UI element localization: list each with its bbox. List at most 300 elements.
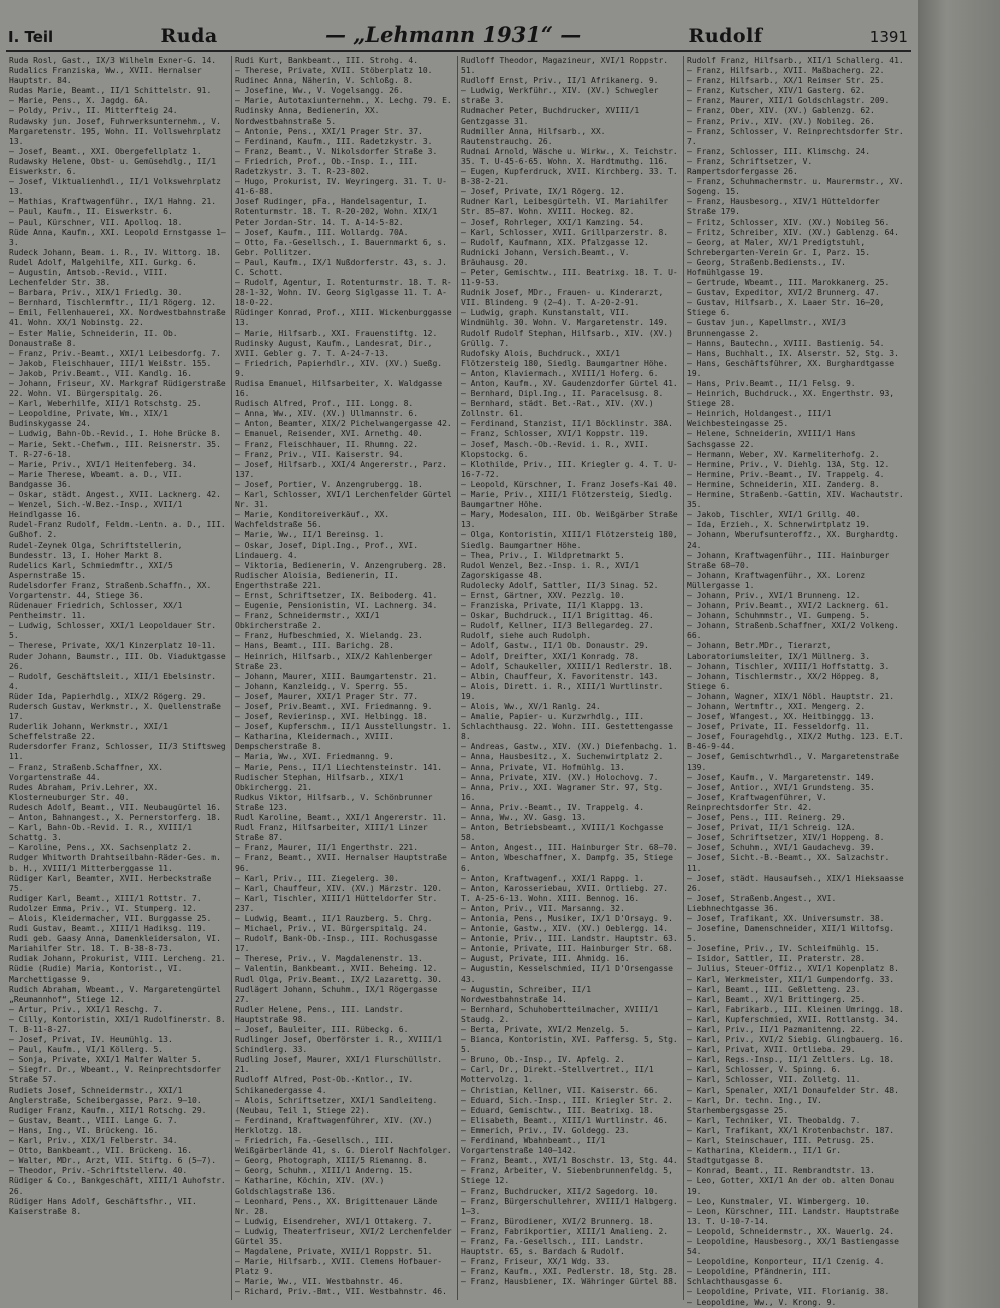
directory-entry: — Josefine, Priv., IV. Schleifmühlg. 15. xyxy=(687,944,880,954)
directory-entry: — Hans, Buchhalt., IX. Alserstr. 52, Stg. 3. xyxy=(687,348,899,358)
directory-entry: Rudel Adolf, Malgehilfe, XII. Gurkg. 6. xyxy=(9,257,197,267)
directory-entry: — Franz, Hufbeschmied, X. Wielandg. 23. xyxy=(235,631,423,641)
directory-entry: — Bruno, Ob.-Insp., IV. Apfelg. 2. xyxy=(461,1055,625,1065)
directory-entry: — Josef, Gemischtwrhdl., V. Margaretenstraße 139. xyxy=(687,752,904,772)
directory-entry: — Franz, Hilfsarb., XX/1 Reimser Str. 25. xyxy=(687,76,885,86)
directory-entry: — Franz, Bürodiener, XVI/2 Brunnerg. 18. xyxy=(461,1216,654,1226)
directory-entry: — Josef, Kaufm., III. Wollardg. 70A. xyxy=(235,227,409,237)
directory-entry: — Berta, Private, XVI/2 Menzelg. 5. xyxy=(461,1025,630,1034)
guide-word-right: Rudolf xyxy=(688,25,763,47)
directory-entry: — Hans, Geschäftsführer, XX. Burghardtgasse 19. xyxy=(687,358,899,378)
column-1 xyxy=(6,56,232,1300)
directory-entry: — Franz, Schlosser, XVI/1 Koppstr. 119. xyxy=(461,429,649,439)
directory-entry: Rudich Abraham, Wbeamt., V. Margaretengürtel „Reumannhof“, Stiege 12. xyxy=(9,984,226,1004)
directory-entry: — Josef, Bauleiter, III. Rübeckg. 6. xyxy=(235,1025,409,1034)
directory-entry: — Karl, Techniker, VI. Theobaldg. 7. xyxy=(687,1115,861,1125)
directory-entry: — Josef, Straßenb.Angest., XVI. Liebhnechtgasse 36. xyxy=(687,893,842,913)
directory-entry: Rudel-Zeynek Olga, Schriftstellerin, Bundesstr. 13, I. Hoher Markt 8. xyxy=(9,540,188,560)
directory-entry: — Marie, Ww., II/1 Bereinsg. 1. xyxy=(235,530,385,540)
directory-entry: Rudeck Johann, Beam. i. R., IV. Wittorg. 18. xyxy=(9,247,221,257)
directory-entry: — Anton, Bahnangest., X. Pernerstorferg. 18. xyxy=(9,813,221,823)
directory-entry: — Josef, Hilfsarb., XXI/4 Angererstr., Parz. 137. xyxy=(235,459,452,479)
directory-entry: Rudmiller Anna, Hilfsarb., XX. Rautenstrauchg. 26. xyxy=(461,126,611,146)
directory-entry: — Marie, Ww., VII. Westbahnstr. 46. xyxy=(235,1277,404,1287)
directory-entry: — Johann, Tischlermstr., XX/2 Höppeg. 8, Stiege 6. xyxy=(687,671,885,691)
directory-entry: — Ferdinand, Wbahnbeamt., II/1 Vorgartenstraße 140—142. xyxy=(461,1136,611,1156)
directory-entry: — Fritz, Schreiber, XIV. (XV.) Gablenzg. 64. xyxy=(687,227,899,237)
directory-entry: Rudel-Franz Rudolf, Feldm.-Lentn. a. D., III. Gußhof. 2. xyxy=(9,520,231,540)
directory-entry: — Carl, Dr., Direkt.-Stellvertret., II/1 Mottervolzg. 1. xyxy=(461,1065,659,1085)
directory-entry: — Hans, Ing., VI. Brückeng. 16. xyxy=(9,1125,159,1135)
directory-entry: — Viktoria, Bedienerin, V. Anzengruberg. 28. xyxy=(235,560,447,570)
directory-entry: — Josef, Portier, V. Anzengrubergg. 18. xyxy=(235,479,423,489)
directory-entry: — Ferdinand, Kaufm., III. Radetzkystr. 3. xyxy=(235,136,433,146)
directory-entry: — Bianca, Kontoristin, XVI. Paffersg. 5, Stg. 5. xyxy=(461,1035,683,1055)
directory-entry: Rudawsky jun. Josef, Fuhrwerksunternehm., V. Margaretenstr. 195, Wohn. II. Vollswehrplatz 13. xyxy=(9,116,226,146)
directory-entry: — Josef, Schriftsetzer, XIV/1 Hoppeng. 8. xyxy=(687,833,885,843)
directory-entry: — Richard, Priv.-Bmt., VII. Westbahnstr. 46. xyxy=(235,1287,447,1297)
directory-entry: — Johann, Kanzleidg., V. Sperrg. 55. xyxy=(235,681,409,691)
directory-entry: — Rudolf, Bank-Ob.-Insp., III. Rochusgasse 17. xyxy=(235,934,443,954)
directory-entry: — Hermine, Schneiderin, XII. Zanderg. 8. xyxy=(687,479,880,489)
directory-entry: Rudloff Alfred, Post-Ob.-Kntlor., IV. Schikanedergasse 4. xyxy=(235,1075,419,1095)
directory-entry: — Johann, Betr.MDr., Tierarzt, Laboratoriumsleiter, IX/1 Müllnerg. 3. xyxy=(687,641,871,661)
directory-entry: — Adolf, Schaukeller, XXIII/1 Redlerstr. 18. xyxy=(461,661,673,671)
directory-entry: — Hans, Priv.Beamt., II/1 Felsg. 9. xyxy=(687,379,856,388)
page-margin-edge xyxy=(918,0,1000,1308)
page-header xyxy=(8,22,908,52)
directory-entry: Rüdiger & Co., Bankgeschäft, XIII/1 Auhofstr. 26. xyxy=(9,1176,231,1196)
directory-entry: Rudolf Franz, Hilfsarb., XII/1 Schallerg. 41. xyxy=(687,56,904,65)
directory-entry: Rudelsdorfer Franz, Straßenb.Schaffn., XX. Vorgartenstr. 44, Stiege 36. xyxy=(9,580,217,600)
directory-entry: Rudlägert Johann, Schuhm., IX/1 Rögergasse 27. xyxy=(235,984,443,1004)
directory-entry: — Heinrich, Holdangest., III/1 Weichbesteingasse 25. xyxy=(687,409,837,429)
directory-entry: — Antonie, Priv., III. Landstr. Hauptstr. 63. xyxy=(461,934,678,944)
directory-entry: Rudes Abraham, Priv.Lehrer, XX. Klosterneuburger Str. 40. xyxy=(9,782,164,802)
directory-entry: — Oskar, Josef, Dipl.Ing., Prof., XVI. Lindauerg. 4. xyxy=(235,540,423,560)
directory-entry: — Franz, Friseur, XX/1 Wdg. 33. xyxy=(461,1257,611,1267)
directory-entry: — Michael, Priv., VI. Bürgerspitalg. 24. xyxy=(235,924,428,934)
directory-entry: — Anna, Hausbesitz., X. Suchenwirtplatz 2. xyxy=(461,752,664,762)
directory-entry: — Eduard, Gemischtw., III. Beatrixg. 18. xyxy=(461,1105,654,1115)
directory-entry: — Franziska, Private, II/1 Klappg. 13. xyxy=(461,601,645,611)
directory-entry: — Josefine, Ww., V. Vogelsangg. 26. xyxy=(235,86,404,96)
directory-entry: Rudl Karoline, Beamt., XXI/1 Angererstr. 11. xyxy=(235,813,447,823)
directory-entry: — Josef, Priv.Beamt., XVI. Friedmanng. 9. xyxy=(235,702,433,711)
directory-entry: — Christian, Kellner, VII. Kaiserstr. 66. xyxy=(461,1085,659,1095)
directory-entry: — Isidor, Sattler, II. Praterstr. 28. xyxy=(687,954,866,964)
directory-entry: — Franz, Beamt., XVI/1 Boschstr. 13, Stg. 44. xyxy=(461,1156,678,1166)
directory-entry: — Franz, Maurer, XII/1 Goldschlagstr. 209. xyxy=(687,96,890,106)
section-label: I. Teil xyxy=(8,28,54,46)
directory-entry: Rudl Olga, Priv.Beamt., IX/2 Lazarettg. 30. xyxy=(235,974,443,984)
directory-entry: — Elisabeth, Beamt., XIII/1 Wurtlinstr. 46. xyxy=(461,1115,669,1125)
directory-entry: — Josef, Private, II. Fesseldorfg. 11. xyxy=(687,722,871,732)
directory-entry: — Josef, Private, IX/1 Rögerg. 12. xyxy=(461,187,625,197)
directory-entry: — Ludwig, Werkführ., XIV. (XV.) Schwegler straße 3. xyxy=(461,86,664,106)
directory-entry: Rüdenauer Friedrich, Schlosser, XX/1 Pentheimstr. 11. xyxy=(9,601,188,621)
directory-entry: Rudisa Emanuel, Hilfsarbeiter, X. Waldgasse 16. xyxy=(235,379,447,399)
directory-entry: Rüdiger Hans Adolf, Geschäftsfhr., VII. Kaiserstraße 8. xyxy=(9,1196,202,1216)
directory-entry: — Alois, Kleidermacher, VII. Burggasse 25. xyxy=(9,913,212,923)
directory-entry: — Karl, Weberhilfe, XII/1 Rotschstg. 25. xyxy=(9,399,202,409)
directory-entry: — Leopoldine, Konporteur, II/1 Czenig. 4. xyxy=(687,1257,885,1267)
directory-entry: — Emmerich, Priv., IV. Goldegg. 23. xyxy=(461,1125,630,1135)
directory-entry: — Josef, Beamt., XXI. Obergefellplatz 1. xyxy=(9,146,202,156)
directory-entry: — Mary, Modesalon, III. Ob. Weißgärber Straße 13. xyxy=(461,510,683,530)
directory-entry: — Leopoldine, Private, Wm., XIX/1 Budinskygasse 24. xyxy=(9,409,173,429)
directory-entry: — Josef, Schuhm., XVI/1 Gaudachevg. 39. xyxy=(687,843,875,853)
directory-entry: — Helene, Schneiderin, XVIII/1 Hans Sachsgasse 22. xyxy=(687,429,861,449)
directory-entry: — Marie, Pens., X. Jagdg. 6A. xyxy=(9,96,149,106)
directory-entry: — Marie, Sekt.-Chefwm., III. Reisnerstr. 35. T. R-27-6-18. xyxy=(9,439,226,459)
directory-entry: Rudolzer Emma, Priv., VI. Stumperg. 12. xyxy=(9,903,197,913)
directory-entry: — Ernst, Schriftsetzer, IX. Beiboderg. 41. xyxy=(235,590,438,600)
directory-entry: — Paul, Kaufm., VI/1 Köllerg. 5. xyxy=(9,1045,164,1055)
directory-entry: — Anton, Karosseriebau, XVII. Ortliebg. 27. T. A-25-6-13. Wohn. XIII. Bennog. 16. xyxy=(461,883,673,903)
directory-entry: — Josef, Pens., III. Reinerg. 29. xyxy=(687,813,846,823)
directory-entry: — Franz, Kaufm., XXI. Pedlerstr. 18, Stg. 28. xyxy=(461,1267,678,1277)
directory-entry: — Otto, Fa.-Gesellsch., I. Bauernmarkt 6, s. Gebr. Pollitzer. xyxy=(235,237,452,257)
page-number: 1391 xyxy=(869,28,908,46)
directory-entry: — Johann, Priv.Beamt., XVI/2 Lacknerg. 61. xyxy=(687,601,890,611)
directory-entry: — Marie, Autotaxiunternehm., X. Lechg. 79. E. xyxy=(235,96,452,106)
directory-entry: — Anton, Wbeschaffner, X. Dampfg. 35, Stiege 6. xyxy=(461,853,678,873)
directory-entry: — Jakob, Priv.Beamt., VII. Kandlg. 16. xyxy=(9,368,193,378)
directory-entry: Ruder Johann, Baumstr., III. Ob. Viaduktgasse 26. xyxy=(9,651,231,671)
directory-entry: — Josefine, Damenschneider, XII/1 Wiltofsg. 5. xyxy=(687,924,899,944)
directory-entry: Rudersch Gustav, Werkmstr., X. Quellenstraße 17. xyxy=(9,702,226,722)
directory-entry: Rudlinger Josef, Oberförster i. R., XVIII/1 Schindlerg. 33. xyxy=(235,1035,447,1055)
directory-entry: — Peter, Gemischtw., III. Beatrixg. 18. T. U-11-9-53. xyxy=(461,267,678,288)
directory-entry: — Katharina, Kleiderm., II/1 Gr. Stadtgutgasse 8. xyxy=(687,1146,846,1166)
directory-entry: — Emanuel, Reisender, XVI. Arnethg. 40. xyxy=(235,429,423,439)
directory-entry: — Augustin, Schreiber, II/1 Nordwestbahnstraße 14. xyxy=(461,984,596,1004)
directory-entry: — Andreas, Gastw., XIV. (XV.) Diefenbachg. 1. xyxy=(461,742,678,752)
directory-entry: — Josef, Rohrleger, XXI/1 Kamzing. 54. xyxy=(461,217,645,227)
directory-entry: — Josef, Privat, II/1 Schreig. 12A. xyxy=(687,823,856,833)
directory-entry: — Josef, Revierinsp., XVI. Helbingg. 18. xyxy=(235,712,428,722)
directory-entry: — Johann, Wagner, XIX/1 Nöbl. Hauptstr. 21. xyxy=(687,691,895,701)
directory-entry: — Amalie, Papier- u. Kurzwrhdlg., III. Schlachthausg. 22. Wohn. III. Gestettengasse 8. xyxy=(461,712,678,742)
directory-entry: — Josef, Privat, IV. Heumühlg. 13. xyxy=(9,1035,173,1045)
directory-entry: — Karl, Beamt., XV/1 Brittingerg. 25. xyxy=(687,994,866,1004)
directory-entry: — Wenzel, Sich.-W.Bez.-Insp., XVII/1 Heindlgasse 16. xyxy=(9,500,188,520)
directory-entry: — Josef, Trafikant, XX. Universumstr. 38. xyxy=(687,913,885,923)
directory-entry: — Friedrich, Papierhdlr., XIV. (XV.) Sueßg. 9. xyxy=(235,358,447,378)
directory-entry: — Karl, Bahn-Ob.-Revid. I. R., XVIII/1 Schattg. 3. xyxy=(9,823,197,843)
directory-entry: — Eduard, Sich.-Insp., III. Kriegler Str. 2. xyxy=(461,1095,673,1105)
directory-entry: — Leon, Kürschner, III. Landstr. Hauptstraße 13. T. U-10-7-14. xyxy=(687,1206,904,1226)
directory-entry: — Franz, Arbeiter, V. Siebenbrunnenfeldg. 5, Stiege 12. xyxy=(461,1166,678,1186)
directory-entry: Rudloff Ernst, Priv., II/1 Afrikanerg. 9. xyxy=(461,76,659,86)
directory-entry: — Karl, Chauffeur, XIV. (XV.) Märzstr. 120. xyxy=(235,883,443,893)
directory-entry: — Johann, Tischler, XVIII/1 Hoffstattg. 3. xyxy=(687,661,890,671)
directory-entry: — Franz, Schriftsetzer, V. Rampertsdorfergasse 26. xyxy=(687,156,818,177)
directory-entry: — Georg, at Maler, XV/1 Predigtstuhl, Schrebergarten-Verein Gr. I, Parz. 15. xyxy=(687,237,871,257)
directory-entry: — Johann, Kraftwagenführ., III. Hainburger Straße 68—70. xyxy=(687,550,895,570)
directory-entry: — Franz, Schuhmachermstr. u. Maurermstr., XV. Sogeng. 15. xyxy=(687,177,909,197)
directory-entry: — Adolf, Dreifter, XXI/1 Konradg. 78. xyxy=(461,651,640,661)
directory-entry: — Johann, Kraftwagenführ., XX. Lorenz Müllergasse 1. xyxy=(687,570,871,590)
directory-entry: Rudas Marie, Beamt., II/1 Schittelstr. 91. xyxy=(9,86,212,96)
directory-entry: — Hans, Beamt., III. Barichg. 28. xyxy=(235,641,394,651)
directory-entry: Rudesch Adolf, Beamt., VII. Neubaugürtel 16. xyxy=(9,802,221,812)
directory-entry: — Franz, Priv., VII. Kaiserstr. 94. xyxy=(235,449,404,459)
directory-entry: — Franz, Maurer, II/1 Engerthstr. 221. xyxy=(235,843,419,853)
directory-entry: — Thea, Priv., I. Wildpretmarkt 5. xyxy=(461,550,625,560)
directory-entry: — Karl, Schlosser, VII. Zolletg. 11. xyxy=(687,1075,861,1085)
directory-entry: — Karl, Kupferschmied, XVII. Rottlanstg. 34. xyxy=(687,1014,899,1024)
directory-entry: — Josef, Antior., XVI/1 Grundsteng. 35. xyxy=(687,782,875,792)
directory-entry: — Franz, Bürgerschullehrer, XVIII/1 Halbgerg. 1—3. xyxy=(461,1196,683,1216)
directory-entry: — Leo, Gotter, XXI/1 An der ob. alten Donau 19. xyxy=(687,1176,899,1196)
directory-entry: — Hermann, Weber, XV. Karmeliterhofg. 2. xyxy=(687,449,880,459)
directory-entry: — Anton, Priv., VII. Marsanng. 32. xyxy=(461,903,625,913)
directory-entry: — Rudolf, Geschäftsleit., XII/1 Ebelsinstr. 4. xyxy=(9,671,221,691)
directory-entry: — Leopold, Kürschner, I. Franz Josefs-Kai 40. xyxy=(461,479,678,489)
directory-entry: — Ludwig, Schlosser, XXI/1 Leopoldauer Str. 5. xyxy=(9,621,221,641)
directory-entry: — Leopoldine, Private, VII. Florianig. 38. xyxy=(687,1287,890,1297)
directory-entry: — Poldy, Priv., II. Mitterfteig 24. xyxy=(9,106,178,116)
directory-entry: Ruda Rosl, Gast., IX/3 Wilhelm Exner-G. 14. xyxy=(9,56,217,65)
directory-entry: — Josef, Kupferschm., II/1 Ausstellungstr. 1. xyxy=(235,722,452,732)
directory-entry: — Klothilde, Priv., III. Kriegler g. 4. T. U-16-7-72. xyxy=(461,459,678,479)
directory-entry: — Ludwig, graph. Kunstanstalt, VII. Windmühlg. 30. Wohn. V. Margaretenstr. 149. xyxy=(461,308,669,328)
directory-entry: — Mathias, Kraftwagenführ., IX/1 Hahng. 21. xyxy=(9,197,217,207)
directory-entry: — Josef, Maurer, XXI/1 Prager Str. 77. xyxy=(235,691,419,701)
directory-entry: — Anton, Beamter, XIX/2 Pichelwangergasse 42. xyxy=(235,419,452,429)
directory-entry: — Friedrich, Fa.-Gesellsch., III. Weißgärberlände 41, s. G. Dierolf Nachfolger. xyxy=(235,1136,452,1156)
directory-entry: — Josef, Sicht.-B.-Beamt., XX. Salzachstr. 11. xyxy=(687,853,895,873)
directory-entry: — Hugo, Prokurist, IV. Weyringerg. 31. T. U-41-6-88. xyxy=(235,177,447,197)
directory-entry: — Karl, Priv., III. Ziegelerg. 30. xyxy=(235,873,399,883)
directory-entry: — Johann, Priv., XVI/1 Brunneng. 12. xyxy=(687,590,861,600)
directory-entry: — Leonhard, Pens., XX. Brigittenauer Lände Nr. 28. xyxy=(235,1196,443,1216)
directory-entry: Rüdiger Karl, Beamter, XVII. Herbeckstraße 75. xyxy=(9,873,217,893)
directory-entry: — Franz, Beamt., XVII. Hernalser Hauptstraße 96. xyxy=(235,853,452,873)
directory-entry: — Anton, Kaufm., XV. Gaudenzdorfer Gürtel 41. xyxy=(461,379,678,388)
directory-entry: — Anna, Priv., XXI. Wagramer Str. 97, Stg. 16. xyxy=(461,782,669,802)
directory-entry: — Bernhard, Schuhobertteilmacher, XVIII/1 Staudg. 2. xyxy=(461,1004,664,1024)
directory-entry: — Karl, Priv., II/1 Pazmanitenng. 22. xyxy=(687,1025,866,1034)
directory-entry: — Franz, Straßenb.Schaffner, XX. Vorgartenstraße 44. xyxy=(9,762,168,782)
directory-entry: — Karl, Schlosser, XVII. Grillparzerstr. 8. xyxy=(461,227,669,237)
directory-entry: — Gertrude, Wbeamt., III. Marokkanerg. 25. xyxy=(687,278,890,288)
directory-entry: — Valentin, Bankbeamt., XVII. Beheimg. 12. xyxy=(235,964,438,974)
directory-entry: — Josef, Masch.-Ob.-Revid. i. R., XVII. Klopstockg. 6. xyxy=(461,439,654,459)
directory-entry: — Marie, Pens., II/1 Liechtensteinstr. 141. xyxy=(235,762,443,772)
directory-entry: — Artur, Priv., XXI/1 Reschg. 7. xyxy=(9,1004,164,1014)
directory-entry: — Karl, Beamt., III. Geßletteng. 23. xyxy=(687,984,861,994)
directory-entry: Rudkus Viktor, Hilfsarb., V. Schönbrunner Straße 123. xyxy=(235,792,438,812)
directory-entry: — Karl, Steinschauer, III. Petrusg. 25. xyxy=(687,1136,875,1146)
directory-entry: — Gustav jun., Kapellmstr., XVI/3 Brunnengasse 2. xyxy=(687,318,851,338)
directory-entry: — Franz, Fleischhauer, II. Rhumng. 22. xyxy=(235,439,419,449)
directory-entry: — Karl, Schlosser, XVI/1 Lerchenfelder Gürtel Nr. 31. xyxy=(235,490,457,510)
directory-entry: Rudl Franz, Hilfsarbeiter, XIII/1 Linzer Straße 87. xyxy=(235,823,433,843)
directory-entry: — Anton, Angest., III. Hainburger Str. 68—70. xyxy=(461,843,678,853)
directory-entry: — Anna, Private, XIV. (XV.) Holochovg. 7. xyxy=(461,772,659,782)
directory-entry: — Franz, Priv., XIV. (XV.) Nobileg. 26. xyxy=(687,116,875,126)
directory-entry: — Alois, Dirett. i. R., XIII/1 Wurtlinstr. 19. xyxy=(461,681,669,701)
directory-entry: — Leo, Kunstmaler, VI. Wimbergerg. 10. xyxy=(687,1196,871,1206)
directory-entry: — Oskar, städt. Angest., XVII. Lacknerg. 42. xyxy=(9,490,221,500)
directory-entry: Rüdinger Konrad, Prof., XIII. Wickenburggasse 13. xyxy=(235,308,457,328)
directory-entry: — Leopoldine, Ww., V. Krong. 9. xyxy=(687,1297,837,1307)
directory-entry: — Franz, Schneidermstr., XXI/1 Obkircherstraße 2. xyxy=(235,611,385,631)
directory-entry: Rudalics Franziska, Ww., XVII. Hernalser Hauptstr. 84. xyxy=(9,66,207,86)
directory-entry: — Fritz, Schlosser, XIV. (XV.) Nobileg 56. xyxy=(687,217,890,227)
directory-entry: — Gustav, Expeditor, XVI/2 Brunnerg. 47. xyxy=(687,288,880,298)
entry-columns xyxy=(6,56,911,1307)
directory-entry: Rudolf, siehe auch Rudolph. xyxy=(461,631,592,641)
directory-entry: — Franz, Fabrikportier, XIII/1 Amalieng. 2. xyxy=(461,1226,669,1236)
directory-entry: Rudloff Theodor, Magazineur, XVI/1 Roppstr. 51. xyxy=(461,56,673,76)
directory-entry: Rudiger Karl, Beamt., XIII/1 Rottstr. 7. xyxy=(9,893,202,903)
directory-entry: — Karl, Werkmeister, XII/1 Gumpendorfg. 33. xyxy=(687,974,895,984)
directory-entry: Rüdie (Rudie) Maria, Kontorist., VI. Marchettigasse 9. xyxy=(9,964,188,984)
directory-entry: — Anton, Klaviermach., XVIII/1 Hoferg. 6. xyxy=(461,368,659,378)
directory-entry: — Alois, Schriftsetzer, XXI/1 Sandleiteng. (Neubau, Teil 1, Stiege 22). xyxy=(235,1095,443,1115)
directory-entry: Rudnicki Johann, Versich.Beamt., V. Bräuhausg. 20. xyxy=(461,247,635,267)
directory-entry: — Franz, Hilfsarb., XVII. Maßbacherg. 22. xyxy=(687,66,885,76)
directory-entry: — Leopoldine, Pfändnerin, III. Schlachthausgasse 6. xyxy=(687,1267,837,1287)
directory-entry: Rudiger Franz, Kaufm., XII/1 Rotschg. 29. xyxy=(9,1105,207,1115)
directory-entry: Rudmacher Peter, Buchdrucker, XVIII/1 Gentzgasse 31. xyxy=(461,106,645,126)
directory-entry: — Heinrich, Hilfsarb., XIX/2 Kahlenberger Straße 23. xyxy=(235,651,438,671)
directory-entry: Rudiets Josef, Schneidermstr., XXI/1 Anglerstraße, Scheibergasse, Parz. 9—10. xyxy=(9,1085,202,1105)
directory-entry: — Katharine, Köchin, XIV. (XV.) Goldschlagstraße 136. xyxy=(235,1176,390,1196)
directory-entry: — Karl, Spenaler, XXI/1 Donaufelder Str. 48. xyxy=(687,1085,899,1095)
directory-entry: — Johann, Maurer, XIII. Baumgartenstr. 21. xyxy=(235,671,438,681)
directory-entry: — Bernhard, Dipl.Ing., II. Paracelsusg. 8. xyxy=(461,389,664,399)
directory-entry: — Karoline, Pens., XX. Sachsenplatz 2. xyxy=(9,843,193,853)
directory-entry: — Josef, Viktualienhdl., II/1 Volkswehrplatz 13. xyxy=(9,177,226,197)
directory-entry: — Georg, Photograph, XIII/5 Riemanng. 8. xyxy=(235,1156,428,1166)
directory-entry: — Karl, Privat, XVII. Ortlieba. 29. xyxy=(687,1045,856,1055)
directory-entry: — Ludwig, Theaterfriseur, XVI/2 Lerchenfelder Gürtel 35. xyxy=(235,1226,457,1246)
directory-entry: — Karl, Dr. techn. Ing., IV. Starhembergsgasse 25. xyxy=(687,1095,827,1115)
directory-entry: — Ferdinand, Kraftwagenführer, XIV. (XV.) Herklotzg. 18. xyxy=(235,1115,438,1135)
directory-entry: Rudling Josef, Maurer, XXI/1 Flurschüllstr. 21. xyxy=(235,1055,447,1075)
directory-entry: — Franz, Hausbiener, IX. Währinger Gürtel 88. xyxy=(461,1277,678,1287)
directory-entry: — Gustav, Beamt., VIII. Lange G. 7. xyxy=(9,1115,178,1125)
directory-entry: — Jakob, Fleischhauer, III/1 Weißstr. 155. xyxy=(9,358,212,368)
directory-entry: — Marie, Hilfsarb., XXI. Frauenstiftg. 12. xyxy=(235,328,438,338)
directory-entry: Rudinsky August, Kaufm., Landesrat, Dir., XVII. Gebler g. 7. T. A-24-7-13. xyxy=(235,338,438,358)
guide-word-left: Ruda xyxy=(160,25,218,47)
directory-entry: — Oskar, Buchdruck., II/1 Brigittag. 46. xyxy=(461,611,654,621)
directory-entry: Rudger Whitworth Drahtseilbahn-Räder-Ges. m. b. H., XVIII/1 Mitterberggasse 11. xyxy=(9,853,226,873)
directory-entry: — Josef, städt. Hausaufseh., XIX/1 Hieksaasse 26. xyxy=(687,873,909,893)
directory-entry: Rudi Kurt, Bankbeamt., III. Strohg. 4. xyxy=(235,56,419,65)
directory-entry: — Ferdinand, Stanzist, II/1 Böcklinstr. 38A. xyxy=(461,419,673,429)
directory-entry: — Rudolf, Kaufmann, XIX. Pfalzgasse 12. xyxy=(461,237,649,247)
directory-entry: — Franz, Beamt., V. Nikolsdorfer Straße 3. xyxy=(235,146,438,156)
directory-entry: — Paul, Kaufm., IX/1 Nußdorferstr. 43, s. J. C. Schott. xyxy=(235,257,452,277)
directory-entry: — Bernhard, städt. Bet.-Rat., XIV. (XV.) Zollnstr. 61. xyxy=(461,399,659,419)
directory-entry: — Cilly, Kontoristin, XXI/1 Rudolfinerstr. 8. T. B-11-8-27. xyxy=(9,1014,231,1034)
directory-entry: — Johann, Wberufsunteroffz., XX. Burghardtg. 24. xyxy=(687,530,904,550)
directory-entry: — Marie Therese, Wbeamt. a. D., VII. Bandgasse 36. xyxy=(9,469,188,489)
directory-entry: — Franz, Buchdrucker, XII/2 Sagedorg. 10. xyxy=(461,1186,659,1196)
directory-entry: — Karl, Tischler, XIII/1 Hütteldorfer Str. 237. xyxy=(235,893,443,913)
directory-entry: Rudnik Josef, MDr., Frauen- u. Kinderarzt, VII. Blindeng. 9 (2—4). T. A-20-2-91. xyxy=(461,288,669,308)
directory-entry: — Theodor, Priv.-Schriftstellerw. 40. xyxy=(9,1166,188,1176)
directory-entry: — Marie, Priv., XVI/1 Heitenfeberg. 34. xyxy=(9,459,197,469)
directory-entry: Rudischer Aloisia, Bedienerin, II. Engerthstraße 221. xyxy=(235,570,404,590)
directory-entry: — Franz, Ober, XIV. (XV.) Gablenzg. 62. xyxy=(687,106,875,116)
directory-entry: Rudi geb. Gaasy Anna, Damenkleidersalon, VI. Mariahilfer Str. 18. T. B-38-8-73. xyxy=(9,934,226,954)
directory-entry: — Olga, Kontoristin, XIII/1 Flötzersteig 180, Siedlg. Baumgartner Höhe. xyxy=(461,530,683,550)
directory-entry: — Franz, Schlosser, V. Reinprechtsdorfer Str. 7. xyxy=(687,126,909,146)
directory-entry: — Franz, Fa.-Gesellsch., III. Landstr. Hauptstr. 65, s. Bardach & Rudolf. xyxy=(461,1236,649,1257)
directory-entry: — Karl, Regs.-Insp., II/1 Zeltlers. Lg. 18. xyxy=(687,1055,895,1065)
directory-entry: — Maria, Ww., XVI. Friedmanng. 9. xyxy=(235,752,394,762)
directory-entry: — Emil, Fellenhauerei, XX. Nordwestbahnstraße 41. Wohn. XX/1 Nobinstg. 22. xyxy=(9,308,231,328)
directory-entry: — Eugenie, Pensionistin, VI. Lachnerg. 34. xyxy=(235,601,438,611)
directory-entry: Rudersdorfer Franz, Schlosser, II/3 Stiftsweg 11. xyxy=(9,742,231,762)
directory-entry: — Franz, Priv.-Beamt., XXI/1 Leibesdorfg. 7. xyxy=(9,348,221,358)
directory-entry: Ruderlik Johann, Werkmstr., XXI/1 Scheffelstraße 22. xyxy=(9,722,173,742)
directory-entry: — Karl, Priv., XIX/1 Felberstr. 34. xyxy=(9,1136,178,1146)
directory-entry: — Therese, Priv., V. Magdalenenstr. 13. xyxy=(235,954,423,964)
directory-entry: — Johann, Straßenb.Schaffner, XXI/2 Volkeng. 66. xyxy=(687,621,904,641)
directory-entry: — Johann, Schuhmmstr., VI. Gumpeng. 5. xyxy=(687,611,871,621)
column-4 xyxy=(684,56,910,1307)
directory-entry: — Adolf, Gastw., II/1 Ob. Donaustr. 29. xyxy=(461,641,649,651)
directory-entry: — Sonja, Private, XXI/1 Malfer Walter 5. xyxy=(9,1055,202,1065)
directory-entry: — Marie, Priv., XIII/1 Flötzersteig, Siedlg. Baumgartner Höhe. xyxy=(461,490,678,510)
directory-entry: — Franz, Hausbesorg., XIV/1 Hütteldorfer Straße 179. xyxy=(687,197,885,217)
directory-entry: — Bernhard, Tischlermftr., II/1 Rögerg. 12. xyxy=(9,298,217,308)
directory-entry: — Gustav, Hilfsarb., X. Laaer Str. 16—20, Stiege 6. xyxy=(687,298,890,318)
directory-entry: — Georg, Schuhm., XIII/1 Anderng. 15. xyxy=(235,1166,414,1176)
directory-entry: Rudinec Anna, Näherin, V. Schloßg. 8. xyxy=(235,76,414,86)
directory-entry: Rudinsky Anna, Bedienerin, XX. Nordwestbahnstraße 5. xyxy=(235,106,385,126)
directory-entry: — Antonie, Gastw., XIV. (XV.) Oeblergg. 14. xyxy=(461,924,669,934)
directory-entry: — Rudolf, Kellner, II/3 Bellegardeg. 27. xyxy=(461,621,654,631)
directory-entry: — Barbara, Priv., XIX/1 Friedlg. 30. xyxy=(9,288,183,298)
column-3 xyxy=(458,56,684,1300)
directory-entry: — Karl, Priv., XVI/2 Siebig. Glingbauerg. 16. xyxy=(687,1035,904,1045)
directory-entry: — Johann, Wertmftr., XXI. Mengerg. 2. xyxy=(687,702,866,711)
directory-entry: — Anna, Ww., XV. Gasg. 13. xyxy=(461,813,587,823)
directory-entry: Rudner Karl, Leibesgürtelh. VI. Mariahilfer Str. 85—87. Wohn. XVIII. Hockeg. 82. xyxy=(461,197,673,217)
directory-entry: Rudnai Arnold, Wäsche u. Wirkw., X. Teichstr. 35. T. U-45-6-65. Wohn. X. Hardtmuthg. 116. xyxy=(461,146,683,166)
directory-entry: — Ludwig, Eisendreher, XVI/1 Ottakerg. 7. xyxy=(235,1216,433,1226)
directory-entry: — Leopoldine, Hausbesorg., XX/1 Bastiengasse 54. xyxy=(687,1236,904,1257)
directory-entry: — Walter, MDr., Arzt, VII. Stiftg. 6 (5—7). xyxy=(9,1156,217,1166)
directory-entry: — Karl, Fabrikarb., III. Kleinen Umringg. 18. xyxy=(687,1004,904,1014)
directory-entry: — Otto, Bankbeamt., VII. Brückeng. 16. xyxy=(9,1146,193,1156)
directory-entry: — Therese, Private, XX/1 Kinzerplatz 10-11. xyxy=(9,641,217,651)
directory-entry: — Karl, Trafikant, XX/1 Krotenbachstr. 187. xyxy=(687,1125,895,1135)
directory-entry: — Hermine, Priv.-Beamt., IV. Trappelg. 4. xyxy=(687,469,885,479)
directory-entry: Rudelics Karl, Schmiedmftr., XXI/5 Aspernstraße 15. xyxy=(9,560,178,580)
directory-entry: Rudischer Stephan, Hilfsarb., XIX/1 Obkirchergg. 21. xyxy=(235,772,409,792)
directory-entry: — Paul, Kaufm., II. Eiswerkstr. 6. xyxy=(9,207,173,217)
directory-entry: — Anna, Ww., XIV. (XV.) Ullmannstr. 6. xyxy=(235,409,419,419)
directory-entry: — Anna, Priv.-Beamt., IV. Trappelg. 4. xyxy=(461,802,645,812)
directory-entry: — Konrad, Beamt., II. Rembrandtstr. 13. xyxy=(687,1166,875,1176)
directory-entry: — Ester Malie, Schneiderin, II. Ob. Donaustraße 8. xyxy=(9,328,183,348)
running-title: — „Lehmann 1931“ — xyxy=(324,22,582,47)
directory-entry: — Friedrich, Prof., Ob.-Insp. I., III. Radetzkystr. 3. T. R-23-802. xyxy=(235,156,423,177)
directory-entry: — Josef, Fouragehdlg., XIX/2 Muthg. 123. E.T. B-46-9-44. xyxy=(687,732,909,752)
directory-entry: Rudawsky Helene, Obst- u. Gemüsehdlg., II/1 Eiswerkstr. 6. xyxy=(9,156,221,177)
